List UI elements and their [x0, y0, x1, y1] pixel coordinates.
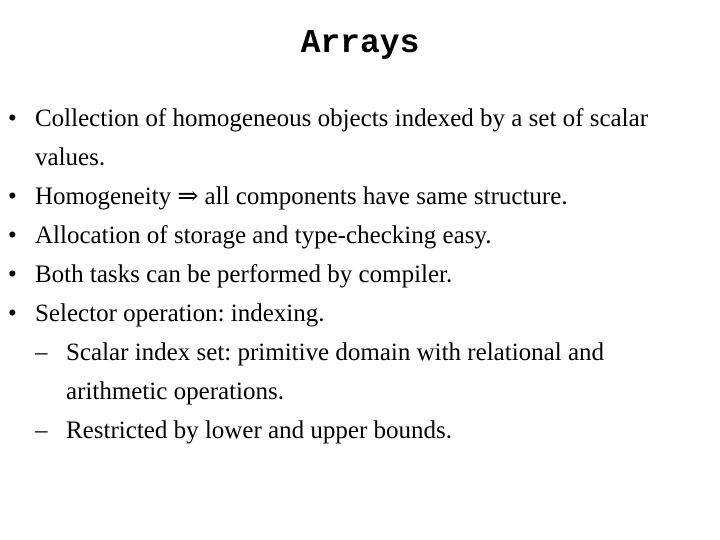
sub-bullet-marker: –: [35, 339, 48, 366]
bullet-item: [0, 99, 675, 177]
bullet-text: Selector operation: indexing.: [35, 300, 325, 327]
sub-bullet-item: [35, 333, 676, 411]
bullet-marker: •: [8, 183, 17, 210]
bullet-marker: •: [8, 261, 17, 288]
bullet-list: [0, 99, 720, 450]
bullet-text: Allocation of storage and type-checking easy.: [35, 222, 492, 249]
sub-bullet-marker: –: [35, 417, 48, 444]
bullet-marker: •: [8, 105, 17, 132]
slide-title: Arrays: [300, 25, 420, 62]
bullet-text: Both tasks can be performed by compiler.: [35, 261, 453, 288]
bullet-marker: •: [8, 222, 17, 249]
sub-bullet-list: [35, 333, 675, 450]
bullet-marker: •: [8, 300, 17, 327]
bullet-item: [0, 216, 675, 255]
sub-bullet-text: Restricted by lower and upper bounds.: [66, 417, 453, 444]
bullet-text: Homogeneity ⇒ all components have same structure.: [35, 183, 568, 210]
bullet-text: Collection of homogeneous objects indexed by a set of scalar values.: [35, 105, 649, 171]
sub-bullet-item: [35, 411, 676, 450]
bullet-item: [0, 294, 675, 450]
bullet-item: [0, 255, 675, 294]
bullet-item: [0, 177, 675, 216]
sub-bullet-text: Scalar index set: primitive domain with relational and arithmetic operations.: [66, 339, 605, 405]
